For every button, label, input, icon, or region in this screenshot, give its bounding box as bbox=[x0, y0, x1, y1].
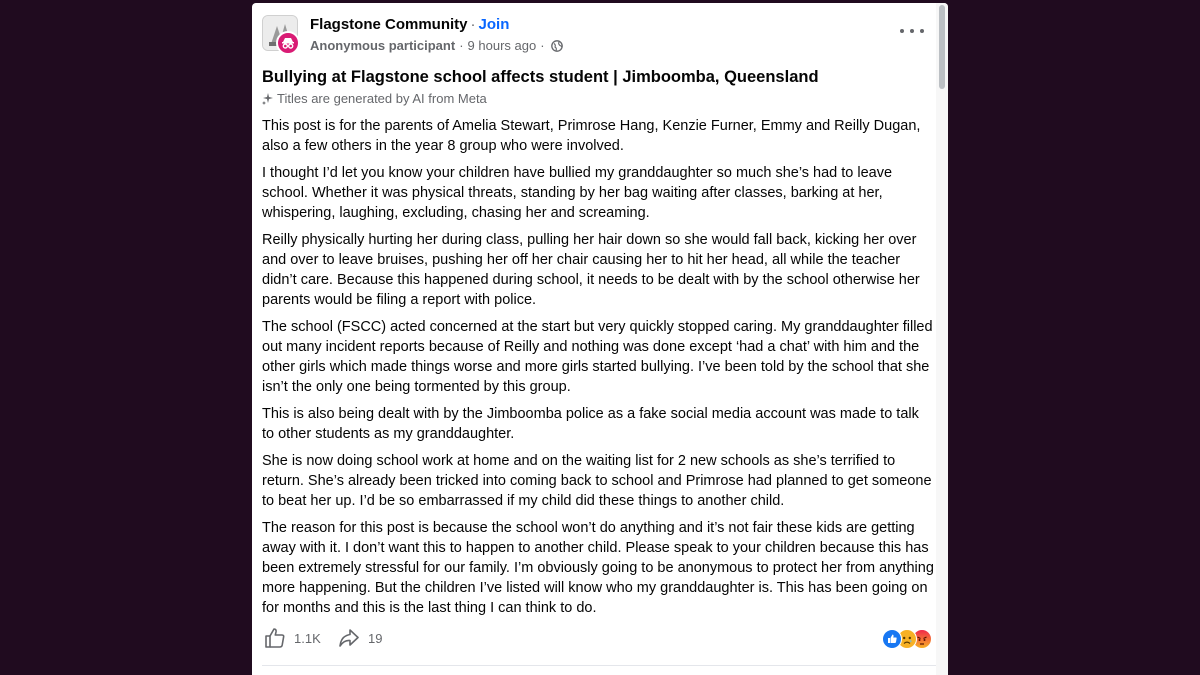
meta-separator: · bbox=[459, 38, 464, 53]
dot-icon bbox=[920, 29, 924, 33]
post-header bbox=[262, 15, 928, 55]
separator: · bbox=[470, 16, 476, 33]
post-timestamp[interactable]: 9 hours ago bbox=[467, 38, 537, 53]
scrollbar[interactable] bbox=[936, 3, 948, 675]
like-count: 1.1K bbox=[294, 630, 321, 646]
post-paragraph: This post is for the parents of Amelia Stewart, Primrose Hang, Kenzie Furner, Emmy and Reilly Dugan, also a few others in the year 8 group who were involved. bbox=[262, 118, 921, 154]
group-line bbox=[310, 16, 509, 33]
reaction-summary[interactable] bbox=[882, 629, 932, 649]
post-paragraph: The reason for this post is because the school won’t do anything and it’s not fair these kids are getting away with it. I don’t want this to happen to another child. Please speak to your children because this has been extremely stressful for our family. I’m obviously going to be anonymous to protect her from anything more happening. But the children I’ve listed will know who my granddaughter is. This has been going on for months and this is the last thing I can think to do. bbox=[262, 520, 934, 616]
share-icon bbox=[338, 627, 360, 649]
post-paragraph: She is now doing school work at home and on the waiting list for 2 new schools as she’s terrified to return. She’s already been tricked into coming back to school and Primrose had planned to get someone to beat her up. I’d be so embarrassed if my child did these things to another child. bbox=[262, 453, 932, 509]
dot-icon bbox=[900, 29, 904, 33]
post-paragraph: This is also being dealt with by the Jimboomba police as a fake social media account was made to talk to other students as my granddaughter. bbox=[262, 406, 919, 442]
post-paragraph: The school (FSCC) acted concerned at the start but very quickly stopped caring. My granddaughter filled out many incident reports because of Reilly and nothing was done except ‘had a chat’ with him and the other girls which made things worse and more girls started bullying. I’ve been told by the school that she isn’t the only one being tormented by this group. bbox=[262, 319, 933, 395]
like-button[interactable] bbox=[264, 627, 321, 649]
like-reaction-icon bbox=[882, 629, 902, 649]
join-link[interactable]: Join bbox=[478, 16, 510, 33]
post-footer bbox=[262, 627, 938, 651]
anonymous-avatar-icon bbox=[276, 31, 300, 55]
globe-icon bbox=[551, 40, 563, 52]
group-name-link[interactable]: Flagstone Community bbox=[310, 16, 468, 33]
ai-note-text: Titles are generated by AI from Meta bbox=[277, 91, 487, 106]
scrollbar-thumb[interactable] bbox=[939, 5, 945, 89]
post-paragraph: Reilly physically hurting her during class, pulling her hair down so she would fall back, kicking her over and over to leave bruises, pushing her off her chair causing her to hit her head, all while the teacher didn’t care. Because this happened during school, it needs to be dealt with by the school otherwise her parents would be filing a report with police. bbox=[262, 232, 920, 308]
ai-title-note bbox=[262, 91, 487, 106]
divider bbox=[262, 665, 938, 666]
dot-icon bbox=[910, 29, 914, 33]
author-name: Anonymous participant bbox=[310, 38, 456, 53]
share-count: 19 bbox=[368, 630, 383, 646]
post-paragraph: I thought I’d let you know your children have bullied my granddaughter so much she’s had to leave school. Whether it was physical threats, standing by her bag waiting after classes, barking at her, whispering, laughing, excluding, chasing her and screaming. bbox=[262, 165, 893, 221]
post-card bbox=[252, 3, 948, 675]
post-title: Bullying at Flagstone school affects student | Jimboomba, Queensland bbox=[262, 68, 819, 86]
thumbs-up-icon bbox=[264, 627, 286, 649]
share-button[interactable] bbox=[338, 627, 382, 649]
meta-separator-2: · bbox=[540, 38, 545, 53]
post-meta bbox=[310, 38, 563, 53]
post-body bbox=[262, 116, 934, 625]
more-options-button[interactable] bbox=[900, 23, 924, 39]
sparkle-icon bbox=[262, 93, 274, 105]
